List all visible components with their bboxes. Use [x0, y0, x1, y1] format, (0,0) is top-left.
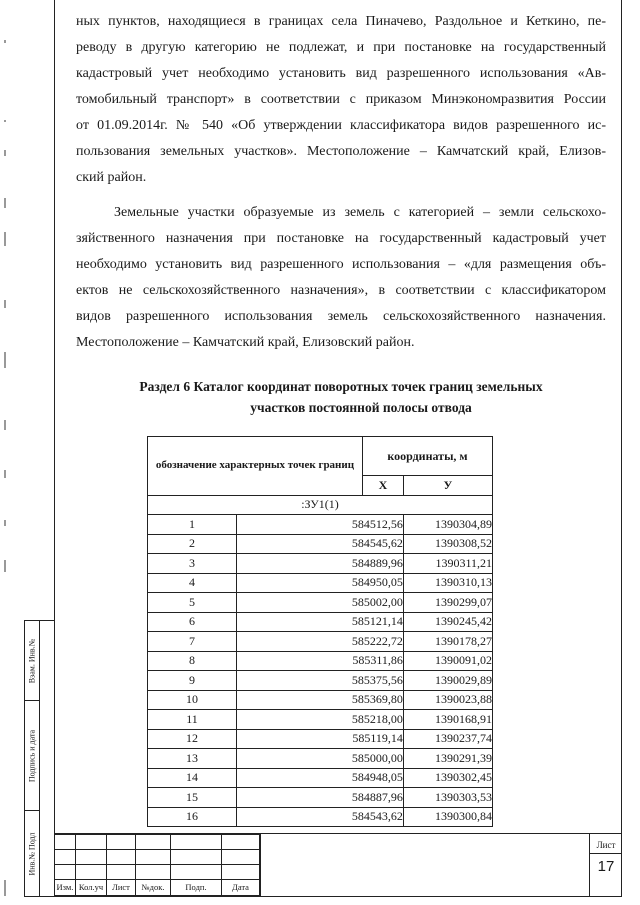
side-stamp-podpis	[25, 701, 39, 811]
cell-n: 6	[148, 612, 237, 632]
cell-x: 585002,00	[237, 593, 404, 613]
cell-n: 9	[148, 671, 237, 691]
cell-y: 1390237,74	[403, 729, 492, 749]
table-row	[148, 593, 493, 613]
p1-line: томобильный транспорт» в соответствии с приказом Минэкономразвития России	[76, 92, 606, 107]
paragraph-2	[76, 200, 606, 356]
table-row	[148, 788, 493, 808]
table-row	[148, 554, 493, 574]
table-row	[148, 515, 493, 535]
side-stamp	[24, 620, 55, 897]
cell-n: 5	[148, 593, 237, 613]
p2-line: Местоположение – Камчатский край, Елизовский район.	[76, 335, 415, 350]
cell-x: 585000,00	[237, 749, 404, 769]
cell-n: 12	[148, 729, 237, 749]
cell-n: 14	[148, 768, 237, 788]
header-y: У	[403, 476, 492, 496]
cell-y: 1390308,52	[403, 534, 492, 554]
cell-x: 584512,56	[237, 515, 404, 535]
cell-x: 584889,96	[237, 554, 404, 574]
cell-y: 1390178,27	[403, 632, 492, 652]
cell-x: 585218,00	[237, 710, 404, 730]
side-stamp-divider	[39, 621, 40, 896]
p2-line: ектов не сельскохозяйственного назначения», в соответствии с классификатором	[76, 283, 606, 298]
scan-edge-marks	[4, 0, 12, 905]
p1-line: реводу в другую категорию не подлежат, и при постановке на государственный	[76, 40, 606, 55]
side-stamp-inv-label: Инв.№ Подл	[27, 832, 37, 876]
cell-y: 1390023,88	[403, 690, 492, 710]
cell-y: 1390168,91	[403, 710, 492, 730]
cell-n: 8	[148, 651, 237, 671]
header-designation: обозначение характерных точек границ	[148, 437, 363, 496]
table-row	[148, 749, 493, 769]
cell-y: 1390091,02	[403, 651, 492, 671]
p1-line: пользования земельных участков». Местоположение – Камчатский край, Елизов-	[76, 144, 606, 159]
zone-label: :ЗУ1(1)	[148, 495, 493, 515]
table-row	[148, 768, 493, 788]
p2-line: видов разрешенного использования земель сельскохозяйственного назначения.	[76, 309, 606, 324]
table-row	[148, 534, 493, 554]
coordinates-table	[147, 436, 493, 827]
table-row	[148, 690, 493, 710]
cell-y: 1390310,13	[403, 573, 492, 593]
tb-podp: Подп.	[171, 879, 222, 895]
frame-right-line	[621, 0, 622, 897]
sheet-number: 17	[597, 858, 615, 875]
cell-x: 584950,05	[237, 573, 404, 593]
table-row	[148, 573, 493, 593]
cell-x: 585375,56	[237, 671, 404, 691]
cell-x: 584948,05	[237, 768, 404, 788]
table-row	[148, 671, 493, 691]
table-row	[148, 632, 493, 652]
cell-x: 585311,86	[237, 651, 404, 671]
tb-kol: Кол.уч	[76, 879, 107, 895]
section-heading	[76, 376, 606, 418]
title-block-grid	[54, 834, 260, 896]
cell-y: 1390245,42	[403, 612, 492, 632]
tb-ndok: №док.	[136, 879, 171, 895]
cell-x: 585222,72	[237, 632, 404, 652]
p1-line: кадастровый учет необходимо установить вид разрешенного использования «Ав-	[76, 66, 606, 81]
cell-y: 1390029,89	[403, 671, 492, 691]
table-row	[148, 612, 493, 632]
cell-x: 584887,96	[237, 788, 404, 808]
tb-data: Дата	[222, 879, 260, 895]
cell-y: 1390300,84	[403, 807, 492, 827]
side-stamp-podpis-label: Подпись и дата	[27, 729, 37, 782]
cell-y: 1390304,89	[403, 515, 492, 535]
table-row	[148, 729, 493, 749]
cell-n: 1	[148, 515, 237, 535]
p2-line: зяйственного назначения при постановке на государственный кадастровый учет	[76, 231, 606, 246]
cell-x: 585369,80	[237, 690, 404, 710]
side-stamp-inv	[25, 811, 39, 897]
header-coordinates: координаты, м	[362, 437, 492, 476]
paragraph-1	[76, 9, 606, 191]
cell-y: 1390302,45	[403, 768, 492, 788]
p1-line: ных пунктов, находящиеся в границах села Пиначево, Раздольное и Кеткино, пе-	[76, 14, 606, 29]
table-row	[148, 651, 493, 671]
section-heading-line-1: Раздел 6 Каталог координат поворотных точек границ земельных	[139, 379, 543, 394]
cell-x: 585119,14	[237, 729, 404, 749]
side-stamp-vzam-label: Взам. Инв.№	[27, 638, 37, 683]
cell-n: 2	[148, 534, 237, 554]
title-block-divider	[260, 834, 261, 896]
cell-n: 15	[148, 788, 237, 808]
table-row	[148, 710, 493, 730]
cell-n: 13	[148, 749, 237, 769]
title-block	[54, 833, 621, 897]
sheet-divider	[590, 853, 622, 854]
table-row	[148, 807, 493, 827]
tb-izm: Изм.	[55, 879, 76, 895]
cell-x: 584543,62	[237, 807, 404, 827]
frame-bottom-line	[54, 896, 621, 897]
cell-n: 11	[148, 710, 237, 730]
sheet-box	[589, 834, 622, 896]
cell-y: 1390311,21	[403, 554, 492, 574]
cell-y: 1390299,07	[403, 593, 492, 613]
sheet-label: Лист	[596, 840, 616, 850]
cell-y: 1390291,39	[403, 749, 492, 769]
side-stamp-vzam	[25, 621, 39, 701]
cell-n: 3	[148, 554, 237, 574]
p1-line: ский район.	[76, 170, 147, 185]
cell-n: 7	[148, 632, 237, 652]
cell-x: 585121,14	[237, 612, 404, 632]
p2-line: необходимо установить вид разрешенного использования – «для размещения объ-	[76, 257, 606, 272]
cell-x: 584545,62	[237, 534, 404, 554]
cell-y: 1390303,53	[403, 788, 492, 808]
section-heading-line-2: участков постоянной полосы отвода	[250, 400, 472, 415]
tb-list: Лист	[107, 879, 136, 895]
p1-line: от 01.09.2014г. № 540 «Об утверждении классификатора видов разрешенного ис-	[76, 118, 606, 133]
p2-line: Земельные участки образуемые из земель с категорией – земли сельскохо-	[114, 205, 606, 220]
cell-n: 16	[148, 807, 237, 827]
header-x: Х	[362, 476, 403, 496]
cell-n: 10	[148, 690, 237, 710]
cell-n: 4	[148, 573, 237, 593]
